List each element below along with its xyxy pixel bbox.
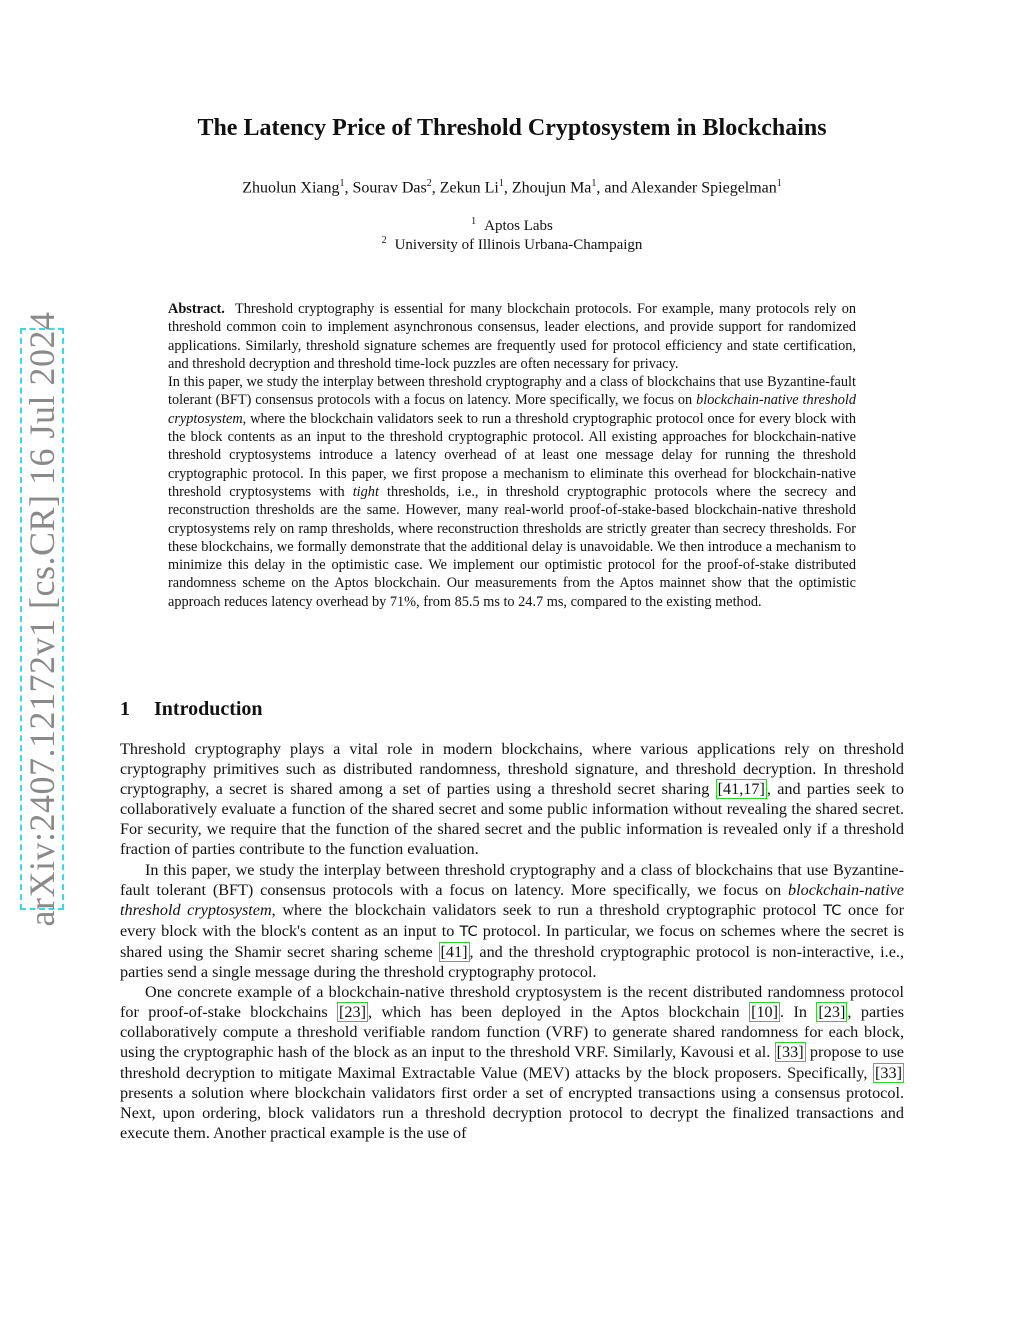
author-name: Sourav Das [352,179,427,197]
author-name: Zekun Li [439,179,499,197]
abstract-label: Abstract. [168,301,225,317]
author-name: Zhuolun Xiang [242,179,340,197]
affiliation-1: $^1$ Aptos Labs [471,216,553,234]
abstract-paragraph: In this paper, we study the interplay between threshold cryptography and a class of blockchains that use Byzantine-fault tolerant (BFT) consensus protocols with a focus on latency. More specifically, we focus on blockchain-native threshold cryptosystem, where the blockchain validators seek to run a threshold cryptographic protocol once for every block with the block contents as an input to the threshold cryptographic protocol. All existing approaches for blockchain-native threshold cryptosystems introduce a latency overhead of at least one message delay for running the threshold cryptographic protocol. In this paper, we first propose a mechanism to eliminate this overhead for blockchain-native threshold cryptosystems with tight thresholds, i.e., in threshold cryptographic protocols where the secrecy and reconstruction thresholds are the same. However, many real-world proof-of-stake-based blockchain-native threshold cryptosystems rely on ramp thresholds, where reconstruction thresholds are strictly greater than secrecy thresholds. For these blockchains, we formally demonstrate that the additional delay is unavoidable. We then introduce a mechanism to minimize this delay in the optimistic case. We implement our optimistic protocol for the proof-of-stake distributed randomness scheme on the Aptos blockchain. Our measurements from the Aptos mainnet show that the optimistic approach reduces latency overhead by 71%, from 85.5 ms to 24.7 ms, compared to the existing method. [168,374,857,610]
citation-link[interactable]: [10] [751,1003,779,1022]
arxiv-identifier-text: arXiv:2407.12172v1 [cs.CR] 16 Jul 2024 [22,311,62,927]
section-title: Introduction [154,698,263,720]
arxiv-identifier-stamp[interactable] [20,311,64,927]
citation-link[interactable]: [41] [440,942,468,961]
citation-link[interactable]: [33] [875,1063,902,1082]
author-affiliation-mark: 2 [426,178,432,189]
abstract-paragraph: Abstract. Threshold cryptography is essential for many blockchain protocols. For example, many protocols rely on threshold common coin to implement asynchronous consensus, leader elections, and provide support for randomized applications. Similarly, threshold signature schemes are frequently used for protocol efficiency and state certification, and threshold decryption and threshold time-lock puzzles are often necessary for privacy. [168,301,856,372]
body-paragraph: In this paper, we study the interplay between threshold cryptography and a class of blockchains that use Byzantine-fault tolerant (BFT) consensus protocols with a focus on latency. More specifically, we focus on blockchain-native threshold cryptosystem, where the blockchain validators seek to run a threshold cryptographic protocol TC once for every block with the block's content as an input to TC protocol. In particular, we focus on schemes where the secret is shared using the Shamir secret sharing scheme [41] , and the threshold cryptographic protocol is non-interactive, i.e., parties send a single message during the threshold cryptography protocol. [120,860,905,982]
citation-link[interactable]: [33] [776,1043,804,1062]
author-list: Zhuolun Xiang$^1$, Sourav Das$^2$, Zekun Li$^1$, Zhoujun Ma$^1$, and Alexander Spiegelman$^1$ [242,178,782,197]
body-paragraph: One concrete example of a blockchain-native threshold cryptosystem is the recent distributed randomness protocol for proof-of-stake blockchains [23] , which has been deployed in the Aptos blockchain [10] . In [23] , parties collaboratively compute a threshold verifiable random function (VRF) to generate shared randomness for each block, using the cryptographic hash of the block as an input to the threshold VRF. Similarly, Kavousi et al. [33] propose to use threshold decryption to mitigate Maximal Extractable Value (MEV) attacks by the block proposers. Specifically, [33] presents a solution where blockchain validators first order a set of encrypted transactions using a consensus protocol. Next, upon ordering, block validators run a threshold decryption protocol to decrypt the finalized transactions and execute them. Another practical example is the use of [120,983,904,1142]
tc-symbol: TC [823,902,842,919]
citation-link[interactable]: [23] [339,1003,367,1022]
affiliation-2: $^2$ University of Illinois Urbana-Champaign [381,235,643,253]
author-affiliation-mark: 1 [498,178,504,189]
introduction-body [120,739,904,1143]
citation-link[interactable]: [41,17] [717,780,765,799]
author-name: Alexander Spiegelman [630,179,777,197]
author-affiliation-mark: 1 [339,178,345,189]
section-number: 1 [120,698,130,720]
tc-symbol: TC [459,923,478,940]
author-affiliation-mark: 1 [776,178,782,189]
author-name: Zhoujun Ma [511,179,592,197]
author-affiliation-mark: 1 [591,178,597,189]
body-paragraph: Threshold cryptography plays a vital role in modern blockchains, where various applications rely on threshold cryptography primitives such as distributed randomness, threshold signature, and threshold decryption. In threshold cryptography, a secret is shared among a set of parties using a threshold secret sharing [41,17] , and parties seek to collaboratively evaluate a function of the shared secret and some public information without revealing the shared secret. For security, we require that the function of the shared secret and the public information is revealed only if a threshold fraction of parties contribute to the function evaluation. [120,740,905,859]
section-heading-introduction [120,698,263,721]
citation-link[interactable]: [23] [818,1003,846,1022]
abstract [168,300,856,611]
paper-title: The Latency Price of Threshold Cryptosystem in Blockchains [197,115,827,141]
